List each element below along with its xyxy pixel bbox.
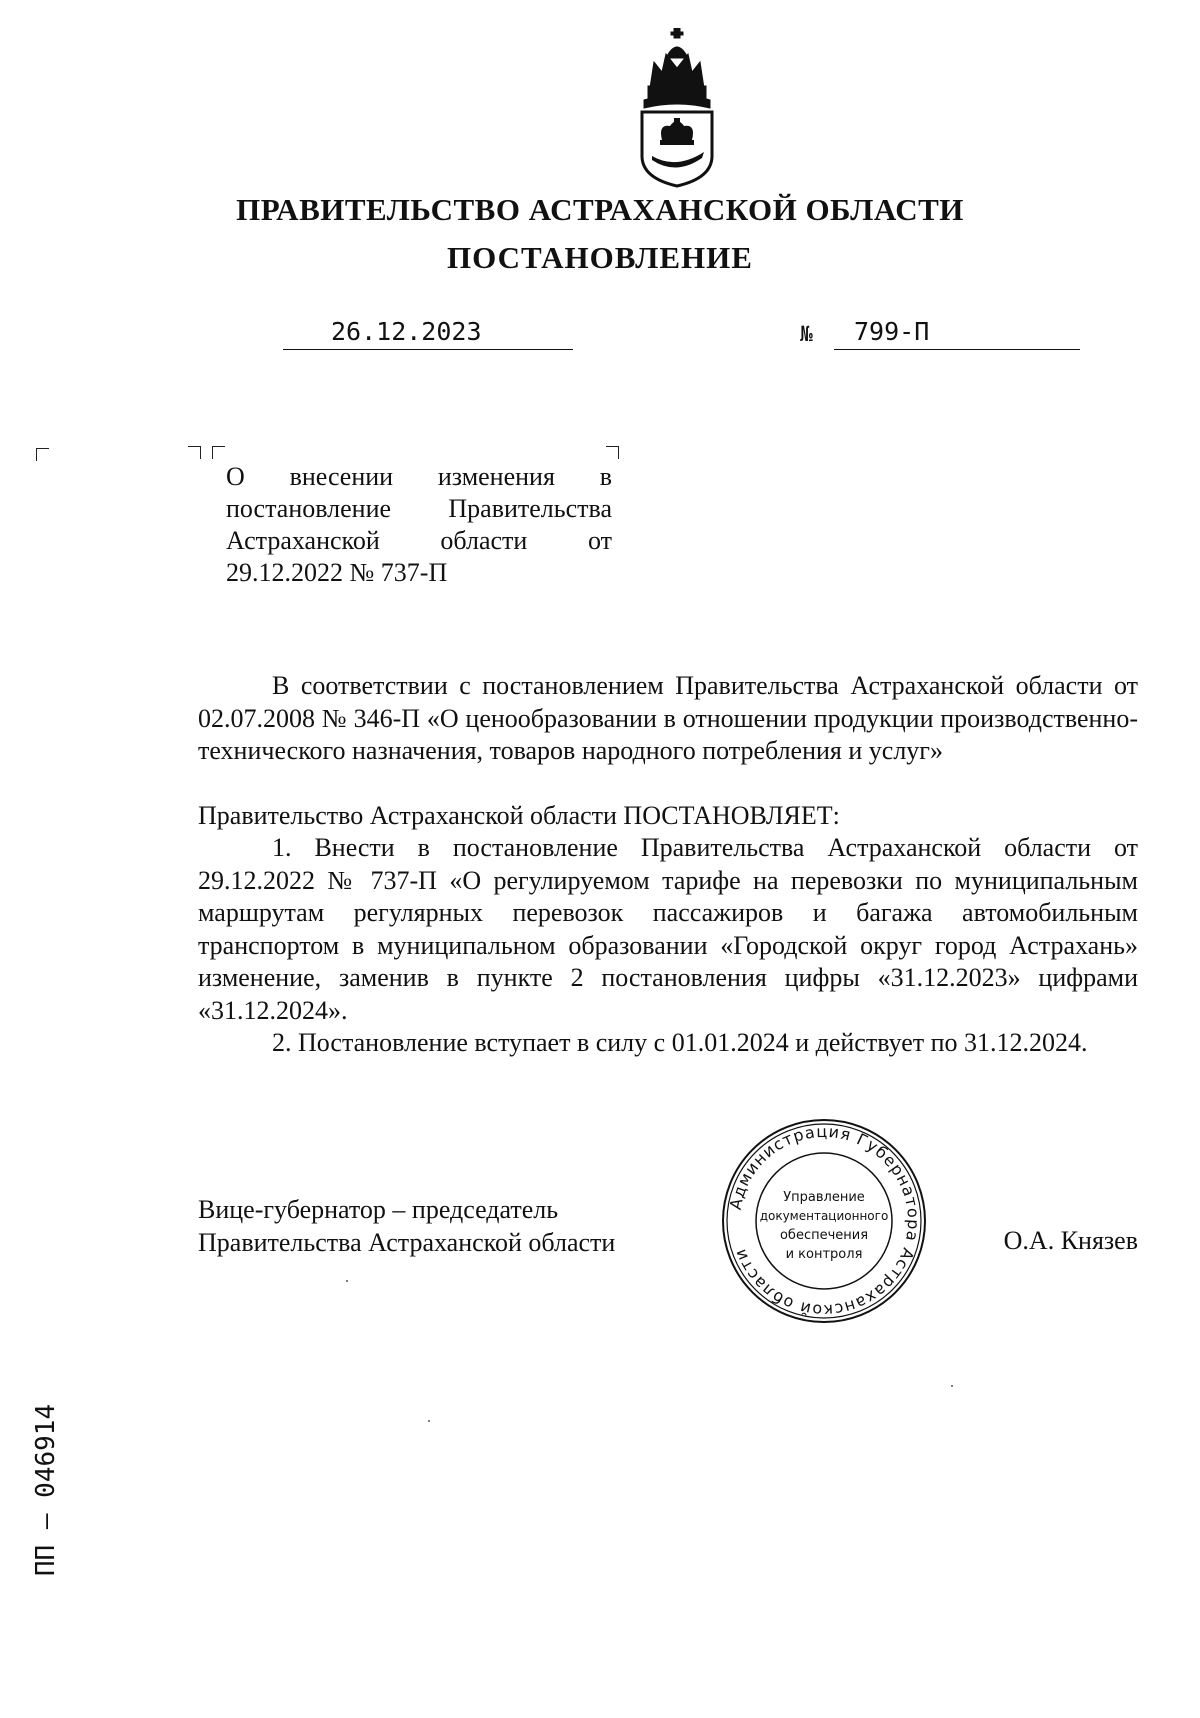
stamp-line-1: Управление bbox=[783, 1190, 865, 1205]
scan-speck bbox=[428, 1420, 430, 1422]
corner-mark-subject-tl bbox=[188, 446, 201, 459]
number-sign: № bbox=[800, 322, 813, 346]
registration-number: ПП – 046914 bbox=[31, 1403, 61, 1577]
scan-speck bbox=[346, 1280, 348, 1282]
corner-mark-subject-tr bbox=[606, 446, 619, 459]
corner-mark-left bbox=[36, 448, 49, 461]
corner-mark-subject-tl2 bbox=[212, 446, 225, 459]
signatory-name: О.А. Князев bbox=[1003, 1226, 1138, 1255]
document-number: 799-П bbox=[834, 317, 1080, 350]
coat-of-arms-emblem bbox=[636, 28, 718, 188]
body-paragraph-resolves: Правительство Астраханской области ПОСТАНОВЛЯЕТ: bbox=[198, 801, 840, 830]
document-subject: О внесении изменения в постановление Правительства Астраханской области от 29.12.2022 № 737-П bbox=[226, 462, 612, 587]
scan-speck bbox=[951, 1385, 953, 1387]
body-paragraph-item-2: 2. Постановление вступает в силу с 01.01.2024 и действует по 31.12.2024. bbox=[272, 1028, 1088, 1057]
document-date: 26.12.2023 bbox=[283, 317, 573, 350]
stamp-line-2: документационного bbox=[759, 1209, 889, 1223]
stamp-outer-text: Администрация Губернатора Астраханской области bbox=[725, 1121, 924, 1321]
signatory-position-line-2: Правительства Астраханской области bbox=[198, 1228, 616, 1257]
signatory-position-line-1: Вице-губернатор – председатель bbox=[198, 1195, 559, 1224]
document-type-title: ПОСТАНОВЛЕНИЕ bbox=[447, 240, 753, 275]
organization-title: ПРАВИТЕЛЬСТВО АСТРАХАНСКОЙ ОБЛАСТИ bbox=[236, 192, 964, 227]
registration-number-vertical bbox=[26, 1380, 66, 1600]
signatory-position bbox=[198, 1193, 615, 1259]
body-paragraph-item-1: 1. Внести в постановление Правительства Астраханской области от 29.12.2022 № 737-П «О регулируемом тарифе на перевозки по муниципальным маршрутам регулярных перевозок пассажиров и багажа автомобильным транспортом в муниципальном образовании «Городской округ город Астрахань» изменение, заменив в пункте 2 постановления цифры «31.12.2023» цифрами «31.12.2024». bbox=[198, 833, 1138, 1025]
stamp-line-4: и контроля bbox=[785, 1247, 863, 1262]
stamp-line-3: обеспечения bbox=[779, 1228, 869, 1243]
official-stamp bbox=[720, 1117, 928, 1325]
body-paragraph-basis: В соответствии с постановлением Правительства Астраханской области от 02.07.2008 № 346-П «О ценообразовании в отношении продукции производственно-технического назначения, товаров народного потребления и услуг» bbox=[198, 671, 1138, 765]
